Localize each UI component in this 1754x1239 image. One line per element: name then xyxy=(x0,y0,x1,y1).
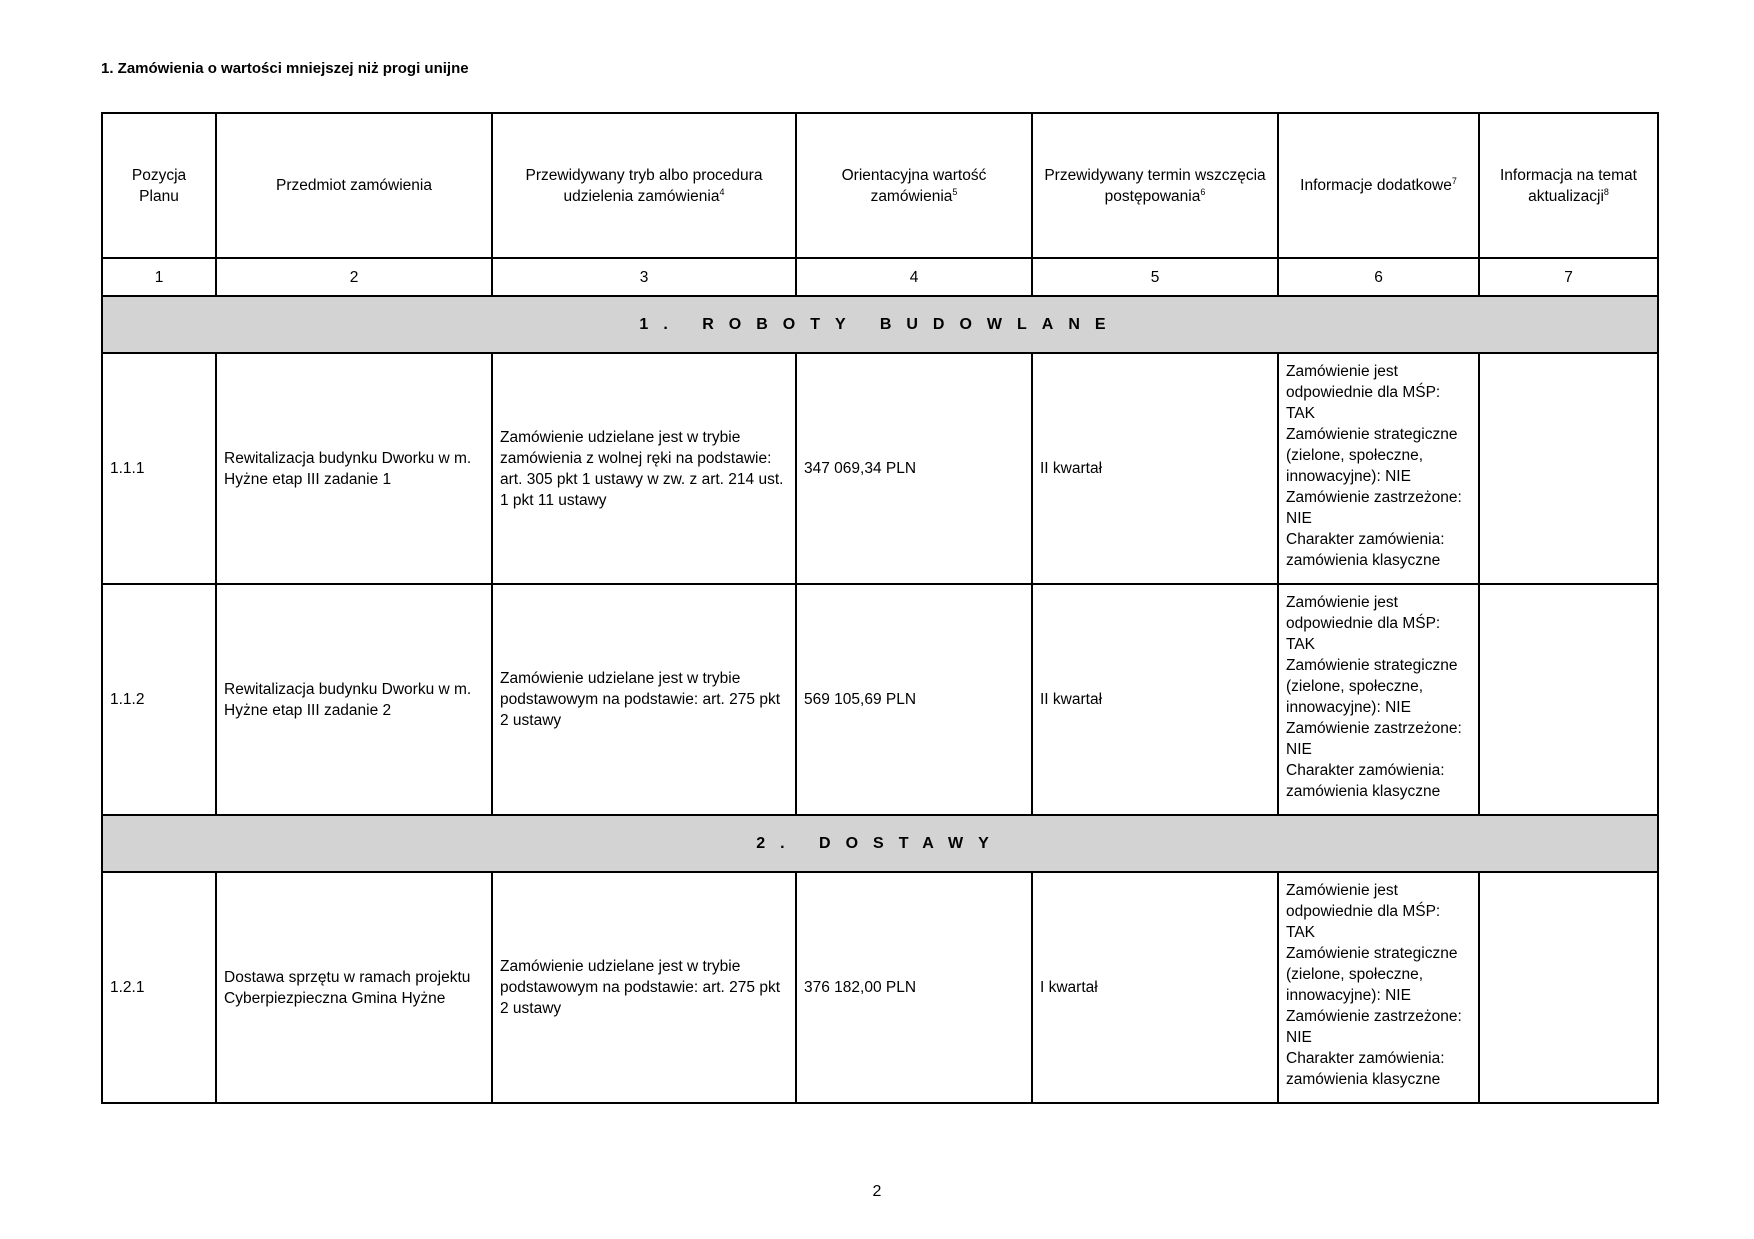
column-header: Informacje dodatkowe$^7$ xyxy=(1278,113,1479,258)
update-cell xyxy=(1479,872,1658,1103)
section-title: 1. ROBOTY BUDOWLANE xyxy=(102,296,1658,353)
column-header: Pozycja Planu xyxy=(102,113,216,258)
info-line: Zamówienie jest odpowiednie dla MŚP: TAK xyxy=(1286,363,1441,422)
section-header-row xyxy=(102,815,1658,872)
info-line: Zamówienie jest odpowiednie dla MŚP: TAK xyxy=(1286,594,1441,653)
table-row xyxy=(102,872,1658,1103)
procedure-cell: Zamówienie udzielane jest w trybie podstawowym na podstawie: art. 275 pkt 2 ustawy xyxy=(492,872,796,1103)
info-line: Zamówienie jest odpowiednie dla MŚP: TAK xyxy=(1286,882,1441,941)
procedure-cell: Zamówienie udzielane jest w trybie zamówienia z wolnej ręki na podstawie: art. 305 pkt 1 ustawy w zw. z art. 214 ust. 1 pkt 11 ustawy xyxy=(492,353,796,584)
column-header: Przewidywany tryb albo procedura udzielenia zamówienia$^4$ xyxy=(492,113,796,258)
procedure-cell: Zamówienie udzielane jest w trybie podstawowym na podstawie: art. 275 pkt 2 ustawy xyxy=(492,584,796,815)
info-line: Charakter zamówienia: zamówienia klasyczne xyxy=(1286,1050,1445,1088)
term-cell: II kwartał xyxy=(1032,353,1278,584)
info-line: Zamówienie zastrzeżone: NIE xyxy=(1286,489,1462,527)
info-line: Zamówienie strategiczne (zielone, społeczne, innowacyjne): NIE xyxy=(1286,426,1458,485)
column-number: 7 xyxy=(1479,258,1658,296)
update-cell xyxy=(1479,353,1658,584)
column-number-row xyxy=(102,258,1658,296)
position-cell: 1.1.1 xyxy=(102,353,216,584)
position-cell: 1.1.2 xyxy=(102,584,216,815)
section-title: 2. DOSTAWY xyxy=(102,815,1658,872)
column-header: Orientacyjna wartość zamówienia$^5$ xyxy=(796,113,1032,258)
subject-cell: Rewitalizacja budynku Dworku w m. Hyżne etap III zadanie 2 xyxy=(216,584,492,815)
column-number: 6 xyxy=(1278,258,1479,296)
info-line: Zamówienie zastrzeżone: NIE xyxy=(1286,1008,1462,1046)
column-header: Przedmiot zamówienia xyxy=(216,113,492,258)
column-header: Informacja na temat aktualizacji$^8$ xyxy=(1479,113,1658,258)
term-cell: I kwartał xyxy=(1032,872,1278,1103)
column-number: 3 xyxy=(492,258,796,296)
position-cell: 1.2.1 xyxy=(102,872,216,1103)
info-line: Charakter zamówienia: zamówienia klasyczne xyxy=(1286,531,1445,569)
page-title: 1. Zamówienia o wartości mniejszej niż progi unijne xyxy=(101,60,469,77)
column-number: 2 xyxy=(216,258,492,296)
info-cell xyxy=(1278,584,1479,815)
table-row xyxy=(102,353,1658,584)
info-line: Zamówienie zastrzeżone: NIE xyxy=(1286,720,1462,758)
page-number: 2 xyxy=(872,1183,882,1200)
column-number: 1 xyxy=(102,258,216,296)
table-header-row xyxy=(102,113,1658,258)
term-cell: II kwartał xyxy=(1032,584,1278,815)
subject-cell: Rewitalizacja budynku Dworku w m. Hyżne etap III zadanie 1 xyxy=(216,353,492,584)
info-cell xyxy=(1278,872,1479,1103)
value-cell: 376 182,00 PLN xyxy=(796,872,1032,1103)
info-line: Zamówienie strategiczne (zielone, społeczne, innowacyjne): NIE xyxy=(1286,945,1458,1004)
section-header-row xyxy=(102,296,1658,353)
subject-cell: Dostawa sprzętu w ramach projektu Cyberpiezpieczna Gmina Hyżne xyxy=(216,872,492,1103)
info-cell xyxy=(1278,353,1479,584)
value-cell: 347 069,34 PLN xyxy=(796,353,1032,584)
info-line: Zamówienie strategiczne (zielone, społeczne, innowacyjne): NIE xyxy=(1286,657,1458,716)
column-number: 4 xyxy=(796,258,1032,296)
column-number: 5 xyxy=(1032,258,1278,296)
info-line: Charakter zamówienia: zamówienia klasyczne xyxy=(1286,762,1445,800)
procurement-plan-table xyxy=(101,112,1659,1104)
value-cell: 569 105,69 PLN xyxy=(796,584,1032,815)
update-cell xyxy=(1479,584,1658,815)
column-header: Przewidywany termin wszczęcia postępowania$^6$ xyxy=(1032,113,1278,258)
table-row xyxy=(102,584,1658,815)
